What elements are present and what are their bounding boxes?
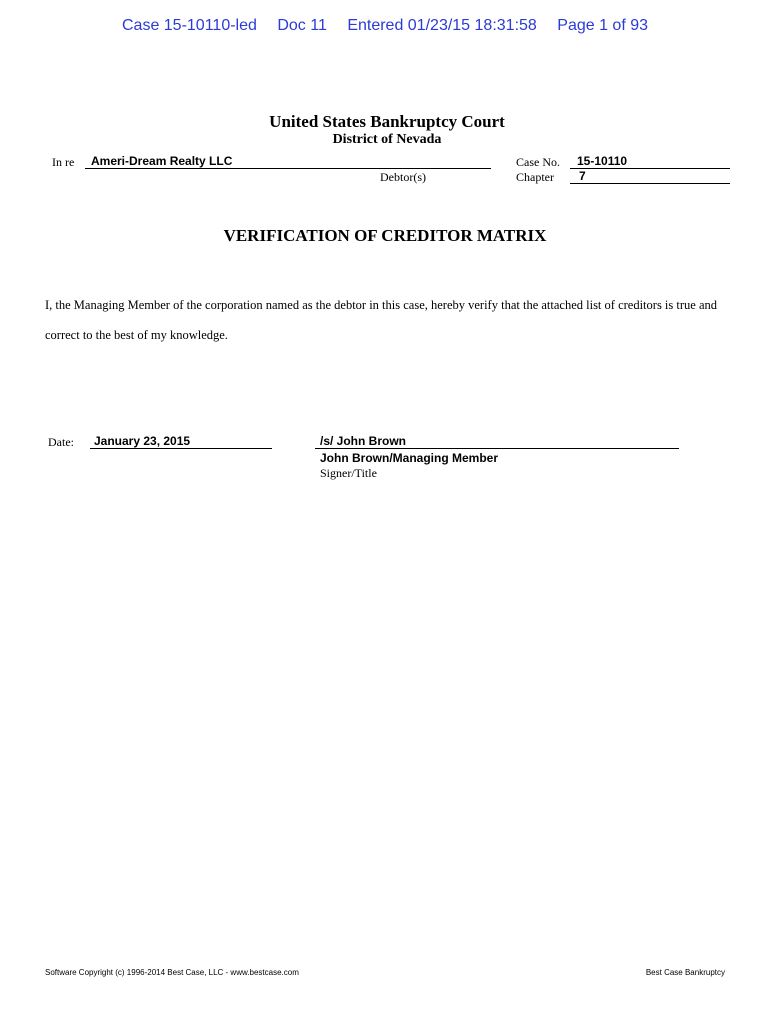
document-heading: VERIFICATION OF CREDITOR MATRIX [223,226,547,245]
date-label: Date: [48,435,74,449]
case-no-label: Case No. [516,155,560,169]
debtor-name: Ameri-Dream Realty LLC [91,154,233,168]
signer-title-label: Signer/Title [320,466,377,480]
debtor-name-rule [85,168,491,169]
footer-brand: Best Case Bankruptcy [645,968,725,977]
signer-name-title: John Brown/Managing Member [320,451,499,465]
signature-rule [315,448,679,449]
stamp-doc-number: Doc 11 [277,17,327,34]
verification-statement: I, the Managing Member of the corporation named as the debtor in this case, hereby verify that the attached list of creditors is true and correct to the best of my knowledge. [45,298,717,342]
case-number-rule [570,168,730,169]
date-rule [90,448,272,449]
electronic-signature: /s/ John Brown [320,434,407,448]
signature-date: January 23, 2015 [94,434,191,448]
case-number: 15-10110 [577,154,628,168]
chapter-number: 7 [579,169,586,183]
chapter-label: Chapter [516,170,554,184]
stamp-page-count: Page 1 of 93 [557,17,649,34]
court-district: District of Nevada [332,132,442,147]
court-title: United States Bankruptcy Court [269,112,505,131]
footer-copyright: Software Copyright (c) 1996-2014 Best Case, LLC - www.bestcase.com [45,968,299,977]
chapter-rule [570,183,730,184]
stamp-case-number: Case 15-10110-led [121,17,257,34]
in-re-label: In re [52,155,75,169]
stamp-entered-date: Entered 01/23/15 18:31:58 [347,17,537,34]
debtor-label: Debtor(s) [380,170,426,184]
filing-stamp [0,17,770,35]
